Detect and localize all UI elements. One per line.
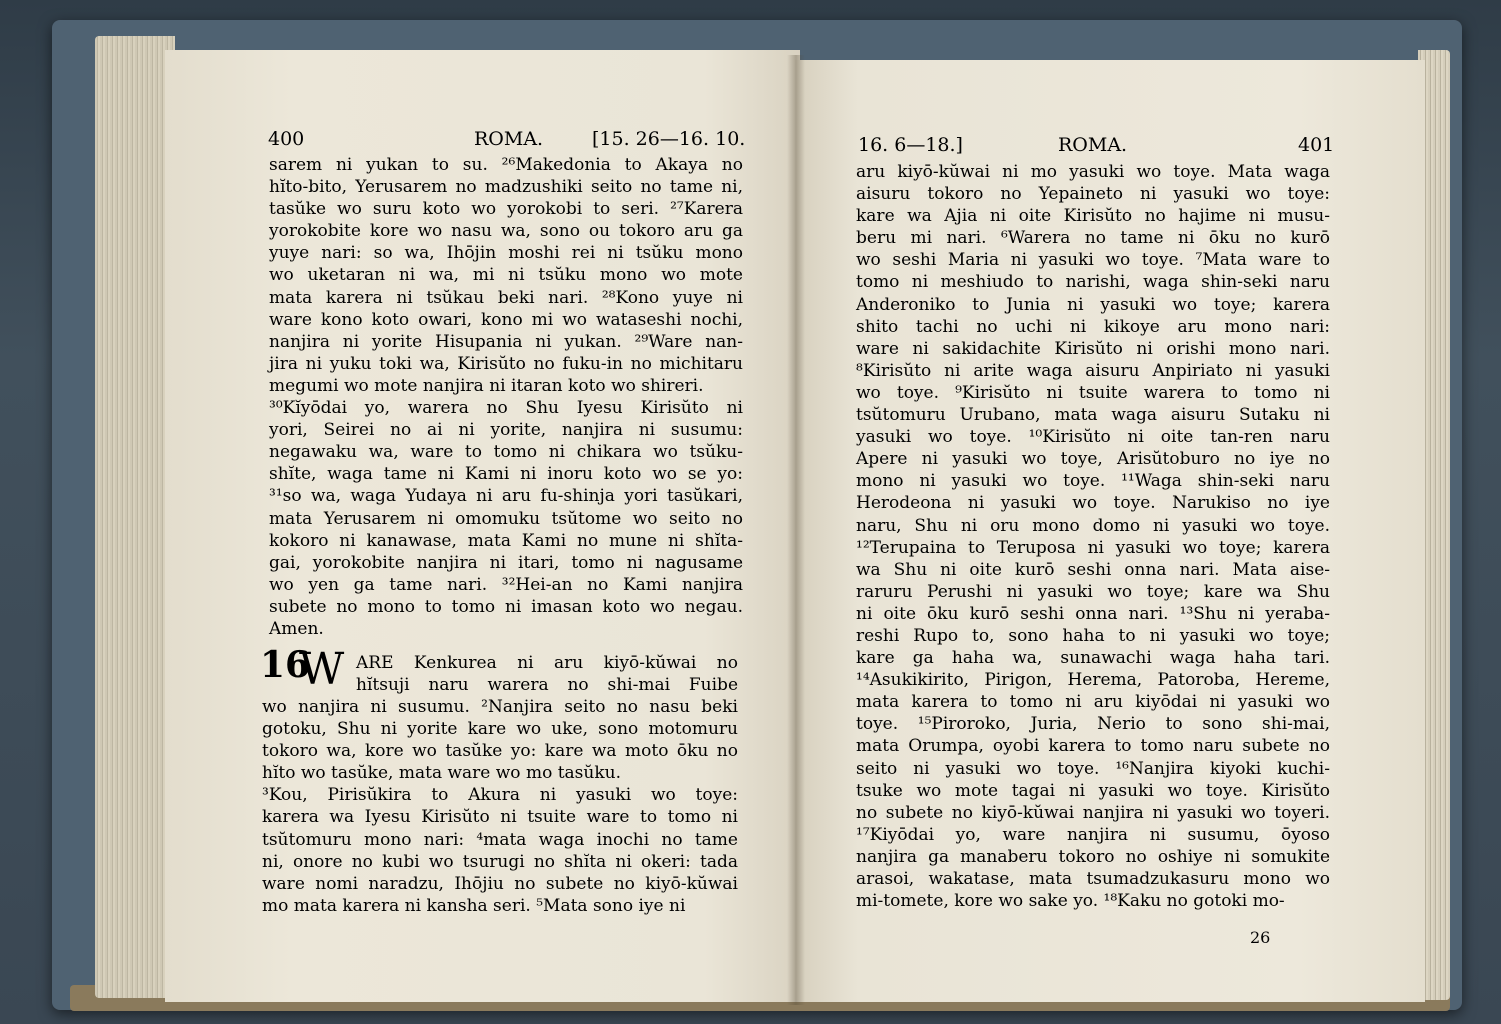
text-line: negawaku wa, ware to tomo ni chikara wo tsŭku- (269, 442, 743, 463)
text-line: tsuke wo mote tagai ni yasuki wo toye. Kirisŭto (856, 780, 1330, 801)
text-line: ni, onore no kubi wo tsurugi no shĭta ni okeri: tada (262, 851, 738, 872)
text-line: wa Shu ni oite kurō seshi onna nari. Mata aise- (856, 559, 1330, 580)
left-text-block-bottom (262, 696, 738, 917)
text-line: beru mi nari. ⁶Warera no tame ni ōku no kurō (856, 228, 1330, 249)
chapter-number: 16 (260, 644, 311, 686)
page-edges-left (95, 36, 175, 998)
text-line: mata karera ni tsŭkau beki nari. ²⁸Kono yuye ni (269, 287, 743, 308)
text-line: tokoro wa, kore wo tasŭke yo: kare wa moto ōku no (262, 741, 738, 762)
text-line: nanjira ga manaberu tokoro no oshiye ni somukite (856, 846, 1330, 867)
text-line: subete no mono to tomo ni imasan koto wo negau. (269, 596, 743, 617)
text-line: tasŭke wo suru koto wo yorokobi to seri. ²⁷Karera (269, 199, 743, 220)
right-page-number: 401 (1298, 134, 1335, 156)
text-line: shĭte, waga tame ni Kami ni inoru koto wo se yo: (269, 464, 743, 485)
right-running-title: ROMA. (1058, 134, 1128, 156)
left-running-title: ROMA. (474, 128, 544, 150)
text-line: ware ni sakidachite Kirisŭto ni orishi mono nari. (856, 338, 1330, 359)
text-line: no subete no kiyō-kŭwai nanjira ni yasuki wo toyeri. (856, 802, 1330, 823)
text-line: sarem ni yukan to su. ²⁶Makedonia to Akaya no (269, 155, 743, 175)
text-line: yasuki wo toye. ¹⁰Kirisŭto ni oite tan-ren naru (856, 427, 1330, 448)
text-line: yori, Seirei no ai ni yorite, nanjira ni susumu: (269, 420, 743, 441)
chapter-opening-lines (356, 652, 738, 696)
text-line: wo seshi Maria ni yasuki wo toye. ⁷Mata ware to (856, 250, 1330, 271)
left-page-number: 400 (268, 128, 305, 150)
text-line: tsŭtomuru Urubano, mata waga aisuru Sutaku ni (856, 405, 1330, 426)
text-line: Anderoniko to Junia ni yasuki wo toye; karera (856, 294, 1330, 315)
text-line: ¹⁷Kiyōdai yo, ware nanjira ni susumu, ōyoso (856, 824, 1330, 845)
text-line: hĭto-bito, Yerusarem no madzushiki seito no tame ni, (269, 177, 743, 198)
text-line: jira ni yuku toki wa, Kirisŭto no fuku-in no michitaru (269, 353, 743, 374)
left-reference: [15. 26—16. 10. (592, 128, 746, 150)
text-line: naru, Shu ni oru mono domo ni yasuki wo toye. (856, 515, 1330, 536)
text-line: yorokobite kore wo nasu wa, sono ou tokoro aru ga (269, 221, 743, 242)
text-line: ³Kou, Pirisŭkira to Akura ni yasuki wo toye: (262, 785, 738, 806)
text-line: Amen. (269, 618, 324, 639)
text-line: ³¹so wa, waga Yudaya ni aru fu-shinja yori tasŭkari, (269, 486, 743, 507)
text-line: mata Yerusarem ni omomuku tsŭtome wo seito no (269, 508, 743, 529)
text-line: yuye nari: so wa, Ihōjin moshi rei ni tsŭku mono (269, 243, 743, 264)
text-line: seito ni yasuki wo toye. ¹⁶Nanjira kiyoki kuchi- (856, 758, 1330, 779)
text-line: kare ga haha wa, sunawachi waga haha tari. (856, 648, 1330, 669)
signature-mark: 26 (1250, 928, 1271, 947)
text-line: toye. ¹⁵Piroroko, Juria, Nerio to sono shi-mai, (856, 714, 1330, 735)
text-line: gotoku, Shu ni yorite kare wo uke, sono motomuru (262, 719, 738, 740)
text-line: arasoi, wakatase, mata tsumadzukasuru mono wo (856, 869, 1330, 889)
text-line: aisuru tokoro no Yepaineto ni yasuki wo toye: (856, 184, 1330, 205)
text-line: kokoro ni kanawase, mata Kami no mune ni shĭta- (269, 530, 743, 551)
text-line: megumi wo mote nanjira ni itaran koto wo shireri. (269, 375, 704, 396)
text-line: karera wa Iyesu Kirisŭto ni tsuite ware to tomo ni (262, 807, 738, 828)
text-line: mono ni yasuki wo toye. ¹¹Waga shin-seki naru (856, 471, 1330, 492)
text-line: Apere ni yasuki wo toye, Arisŭtoburo no iye no (856, 449, 1330, 470)
left-text-block-top (269, 154, 743, 640)
text-line: gai, yorokobite nanjira ni itari, tomo ni nagusame (269, 552, 743, 573)
text-line: raruru Perushi ni yasuki wo toye; kare wa Shu (856, 581, 1330, 602)
text-line: hĭto wo tasŭke, mata ware wo mo tasŭku. (262, 763, 622, 784)
text-line: aru kiyō-kŭwai ni mo yasuki wo toye. Mata waga (856, 162, 1330, 182)
text-line: ¹⁴Asukikirito, Pirigon, Herema, Patoroba, Hereme, (856, 670, 1330, 691)
text-line: ARE Kenkurea ni aru kiyō-kŭwai no (356, 653, 738, 673)
text-line: ⁸Kirisŭto ni arite waga aisuru Anpiriato ni yasuki (856, 360, 1330, 381)
text-line: wo toye. ⁹Kirisŭto ni tsuite warera to tomo ni (856, 382, 1330, 403)
text-line: mo mata karera ni kansha seri. ⁵Mata sono iye ni (262, 895, 686, 916)
text-line: reshi Rupo to, sono haha to ni yasuki wo toye; (856, 625, 1330, 646)
text-line: mata Orumpa, oyobi karera to tomo naru subete no (856, 736, 1330, 757)
text-line: ni oite ōku kurō seshi onna nari. ¹³Shu ni yeraba- (856, 603, 1330, 624)
text-line: wo uketaran ni wa, mi ni tsŭku mono wo mote (269, 265, 743, 286)
text-line: wo nanjira ni susumu. ²Nanjira seito no nasu beki (262, 697, 738, 717)
text-line: kare wa Ajia ni oite Kirisŭto no hajime ni musu- (856, 206, 1330, 227)
right-text-block (856, 161, 1330, 912)
text-line: ¹²Terupaina to Teruposa ni yasuki wo toye; karera (856, 537, 1330, 558)
text-line: Herodeona ni yasuki wo toye. Narukiso no iye (856, 493, 1330, 514)
book-gutter (787, 55, 805, 1005)
text-line: tomo ni meshiudo to narishi, waga shin-seki naru (856, 272, 1330, 293)
text-line: wo yen ga tame nari. ³²Hei-an no Kami nanjira (269, 574, 743, 595)
text-line: hĭtsuji naru warera no shi-mai Fuibe (356, 675, 738, 696)
text-line: ware nomi naradzu, Ihōjiu no subete no kiyō-kŭwai (262, 873, 738, 894)
text-line: tsŭtomuru mono nari: ⁴mata waga inochi no tame (262, 829, 738, 850)
text-line: nanjira ni yorite Hisupania ni yukan. ²⁹Ware nan- (269, 331, 743, 352)
text-line: ³⁰Kĭyōdai yo, warera no Shu Iyesu Kirisŭto ni (269, 398, 743, 419)
text-line: shito tachi no uchi ni kikoye aru mono nari: (856, 316, 1330, 337)
text-line: mata karera to tomo ni aru kiyōdai ni yasuki wo (856, 692, 1330, 713)
initial-letter: W (299, 644, 345, 695)
right-reference: 16. 6—18.] (858, 134, 963, 156)
text-line: ware kono koto owari, kono mi wo wataseshi nochi, (269, 309, 743, 330)
text-line: mi-tomete, kore wo sake yo. ¹⁸Kaku no gotoki mo- (856, 891, 1285, 912)
